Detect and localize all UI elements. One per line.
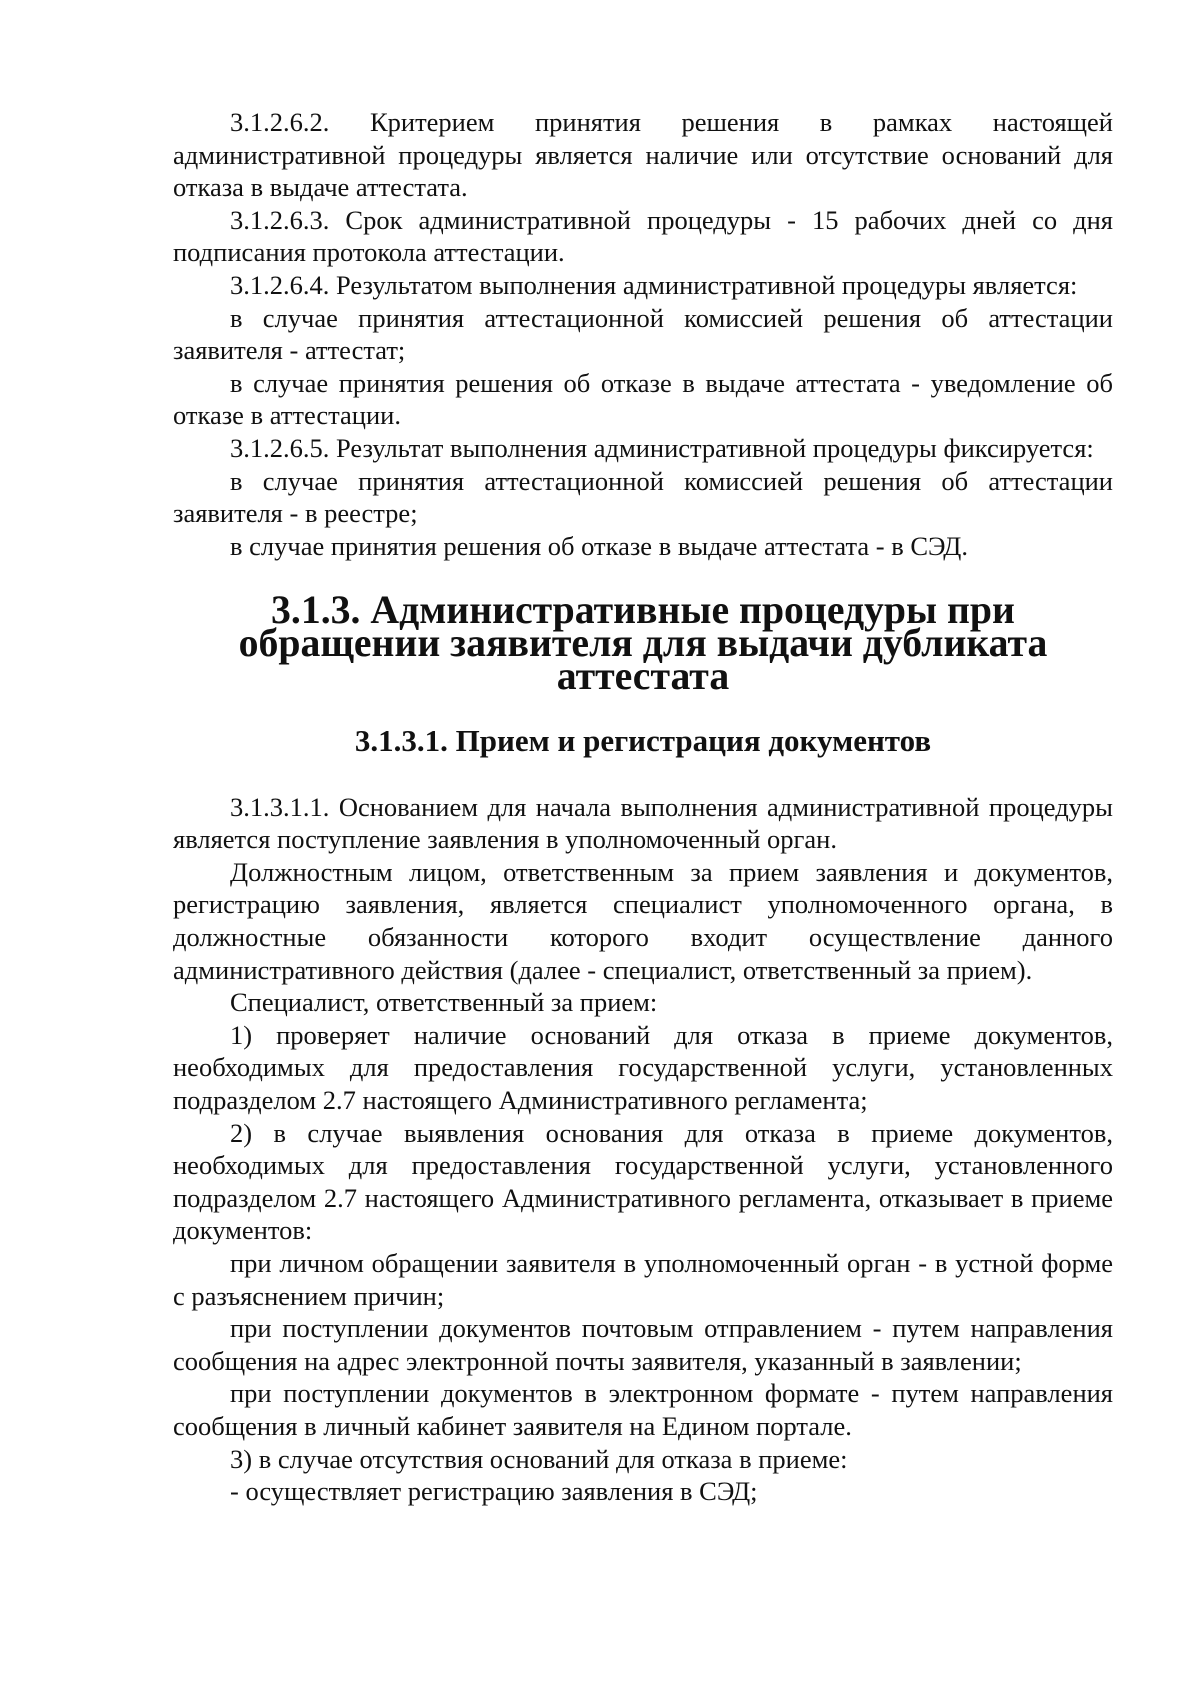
paragraph-personal-visit: при личном обращении заявителя в уполномоченный орган - в устной форме с разъяснением причин; [173,1248,1113,1311]
list-item-1: 1) проверяет наличие оснований для отказа в приеме документов, необходимых для предоставления государственной услуги, установленных подразделом 2.7 настоящего Административного регламента; [173,1019,1113,1116]
paragraph-result-refusal: в случае принятия решения об отказе в выдаче аттестата - уведомление об отказе в аттестации. [173,367,1113,431]
paragraph-electronic-format: при поступлении документов в электронном формате - путем направления сообщения в личный кабинет заявителя на Едином портале. [173,1378,1113,1441]
paragraph-record-sed: в случае принятия решения об отказе в выдаче аттестата - в СЭД. [230,530,968,561]
paragraph-3-1-3-1-1: 3.1.3.1.1. Основанием для начала выполнения административной процедуры является поступление заявления в уполномоченный орган. [173,791,1113,855]
list-item-2: 2) в случае выявления основания для отказа в приеме документов, необходимых для предоставления государственной услуги, установленного подразделом 2.7 настоящего Административного регламента, отказывает в приеме документов: [173,1117,1113,1246]
paragraph-3-1-2-6-3: 3.1.2.6.3. Срок административной процедуры - 15 рабочих дней со дня подписания протокола аттестации. [173,204,1113,268]
paragraph-3-1-2-6-4: 3.1.2.6.4. Результатом выполнения административной процедуры является: [230,269,1078,300]
subsection-heading-3-1-3-1: 3.1.3.1. Прием и регистрация документов [354,723,932,759]
paragraph-record-registry: в случае принятия аттестационной комиссией решения об аттестации заявителя - в реестре; [173,465,1113,529]
list-item-3: 3) в случае отсутствия оснований для отказа в приеме: [230,1443,848,1474]
paragraph-postal-delivery: при поступлении документов почтовым отправлением - путем направления сообщения на адрес электронной почты заявителя, указанный в заявлении; [173,1313,1113,1376]
paragraph-responsible-official: Должностным лицом, ответственным за прием заявления и документов, регистрацию заявления, является специалист уполномоченного органа, в должностные обязанности которого входит осуществление данного административного действия (далее - специалист, ответственный за прием). [173,856,1113,985]
section-heading-3-1-3: 3.1.3. Административные процедуры при обращении заявителя для выдачи дубликата аттестата [238,588,1048,698]
paragraph-specialist-intro: Специалист, ответственный за прием: [230,987,658,1018]
paragraph-3-1-2-6-2: 3.1.2.6.2. Критерием принятия решения в рамках настоящей административной процедуры является наличие или отсутствие оснований для отказа в выдаче аттестата. [173,107,1113,203]
paragraph-result-attestat: в случае принятия аттестационной комиссией решения об аттестации заявителя - аттестат; [173,302,1113,366]
paragraph-sed-registration: - осуществляет регистрацию заявления в СЭД; [230,1476,758,1507]
paragraph-3-1-2-6-5: 3.1.2.6.5. Результат выполнения административной процедуры фиксируется: [230,432,1094,463]
section-spacer [173,758,1113,791]
